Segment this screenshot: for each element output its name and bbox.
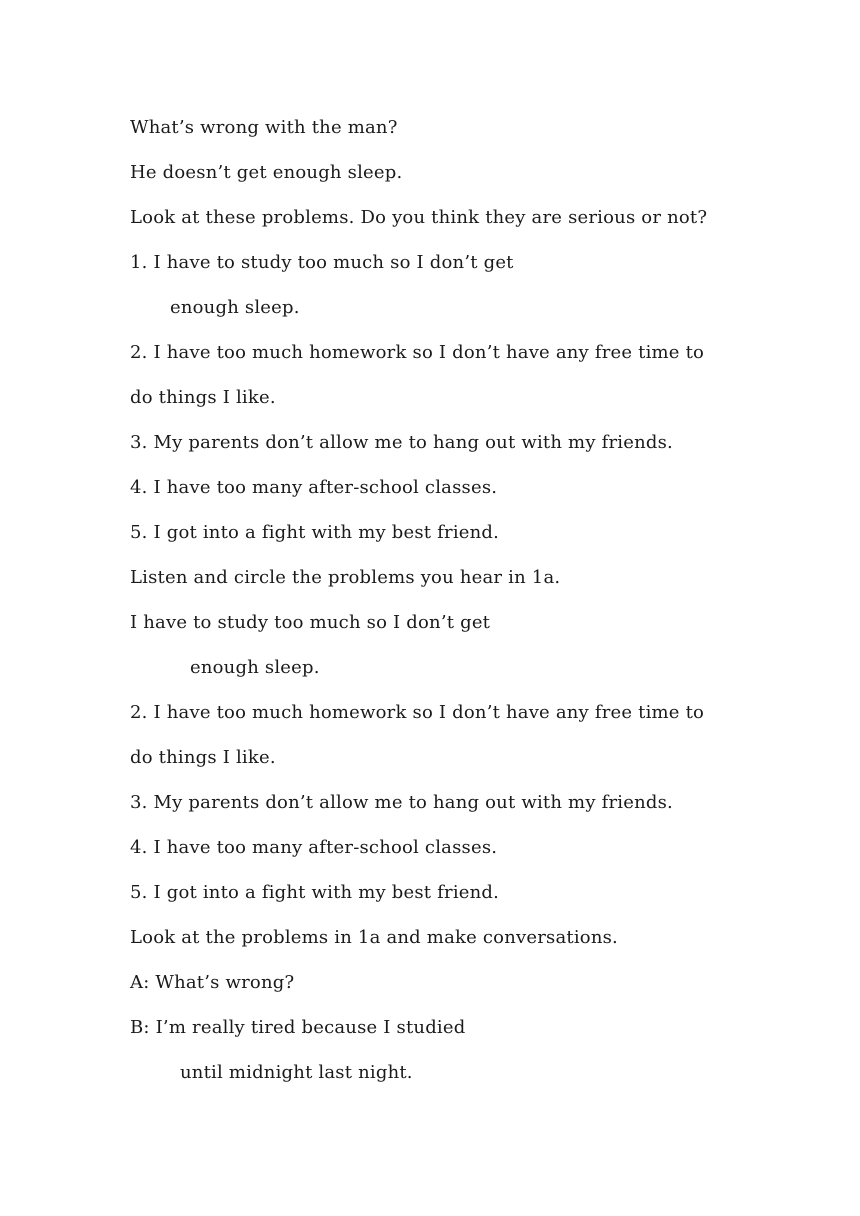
problem-item-1-continued: enough sleep.	[170, 297, 300, 318]
question-line: What’s wrong with the man?	[130, 117, 398, 138]
problem-item-2: 2. I have too much homework so I don’t have any free time to	[130, 702, 705, 723]
instruction-line: Look at these problems. Do you think they are serious or not?	[130, 207, 708, 228]
dialogue-line-a: A: What’s wrong?	[130, 972, 295, 993]
instruction-line: Look at the problems in 1a and make conversations.	[130, 927, 618, 948]
document-body	[130, 105, 770, 1095]
problem-item-2: 2. I have too much homework so I don’t have any free time to	[130, 342, 705, 363]
problem-item-3: 3. My parents don’t allow me to hang out with my friends.	[130, 792, 673, 813]
answer-line: He doesn’t get enough sleep.	[130, 162, 403, 183]
problem-item-1: 1. I have to study too much so I don’t get	[130, 252, 514, 273]
problem-item-2-continued: do things I like.	[130, 387, 276, 408]
problem-item-5: 5. I got into a fight with my best friend.	[130, 522, 500, 543]
instruction-line: Listen and circle the problems you hear in 1a.	[130, 567, 561, 588]
problem-item-4: 4. I have too many after-school classes.	[130, 837, 498, 858]
dialogue-line-b: B: I’m really tired because I studied	[130, 1017, 466, 1038]
problem-item-2-continued: do things I like.	[130, 747, 276, 768]
problem-item-3: 3. My parents don’t allow me to hang out with my friends.	[130, 432, 673, 453]
problem-item-1: I have to study too much so I don’t get	[130, 612, 491, 633]
problem-item-5: 5. I got into a fight with my best friend.	[130, 882, 500, 903]
dialogue-line-b-continued: until midnight last night.	[180, 1062, 413, 1083]
problem-item-1-continued: enough sleep.	[190, 657, 320, 678]
problem-item-4: 4. I have too many after-school classes.	[130, 477, 498, 498]
